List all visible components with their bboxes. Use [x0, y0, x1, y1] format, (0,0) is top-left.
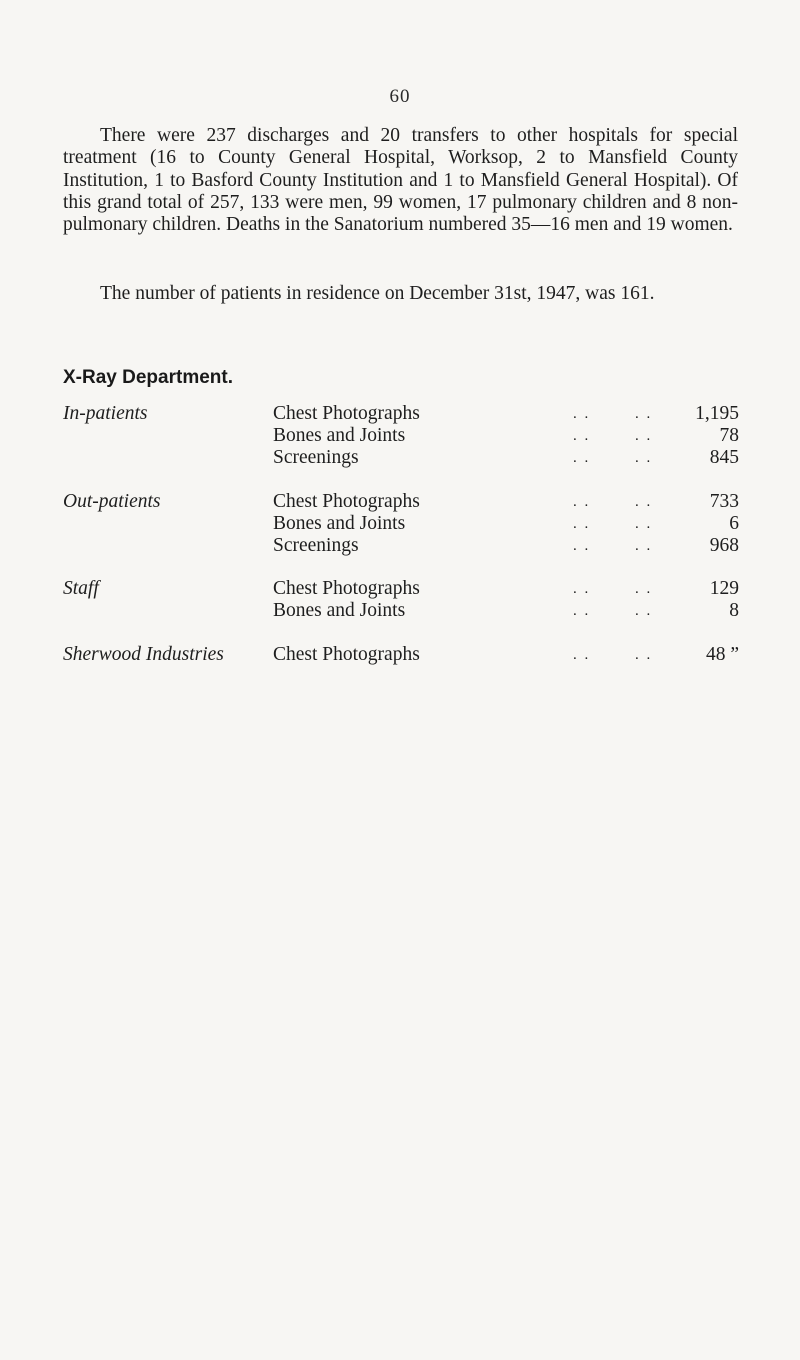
- examination-count: 78: [719, 425, 739, 447]
- examination-type: Screenings: [273, 447, 359, 469]
- dot-leader: . .: [635, 406, 653, 422]
- patient-group-label: In-patients: [63, 403, 148, 424]
- examination-count: 733: [709, 490, 739, 512]
- examination-count: 129: [709, 578, 739, 600]
- dot-leader: . .: [573, 428, 591, 445]
- dot-leader: . .: [573, 603, 591, 620]
- dot-leader: . .: [635, 603, 653, 620]
- examination-type: Chest Photographs: [273, 490, 420, 512]
- examination-type: Screenings: [273, 535, 359, 557]
- patient-group-label: [63, 513, 273, 535]
- table-row: [63, 403, 739, 425]
- patient-group-label: [63, 535, 273, 557]
- examination-count: 48 ”: [705, 643, 739, 665]
- examination-type: Chest Photographs: [273, 643, 420, 665]
- table-row: [63, 557, 739, 600]
- examination-type: Bones and Joints: [273, 512, 406, 534]
- dot-leader: . .: [573, 515, 591, 532]
- examination-type: Bones and Joints: [273, 425, 406, 447]
- table-row: [63, 470, 739, 513]
- xray-statistics-table: [63, 403, 739, 666]
- patient-group-label: [63, 447, 273, 469]
- residence-paragraph: The number of patients in residence on December 31st, 1947, was 161.: [100, 283, 655, 304]
- dot-leader: . .: [573, 406, 591, 422]
- patient-group-label: Staff: [63, 578, 99, 600]
- table-row: [63, 535, 739, 557]
- dot-leader: . .: [573, 493, 591, 510]
- examination-count: 6: [729, 512, 739, 534]
- xray-department-heading: X-Ray Department.: [63, 367, 233, 388]
- table-row: [63, 425, 739, 447]
- patient-group-label: [63, 425, 273, 447]
- table-row: [63, 513, 739, 535]
- examination-type: Chest Photographs: [273, 578, 420, 600]
- examination-type: Chest Photographs: [273, 403, 420, 424]
- dot-leader: . .: [635, 428, 653, 445]
- examination-count: 8: [729, 600, 739, 622]
- dot-leader: . .: [573, 646, 591, 663]
- patient-group-label: [63, 600, 273, 622]
- dot-leader: . .: [573, 581, 591, 598]
- dot-leader: . .: [635, 581, 653, 598]
- examination-count: 968: [709, 535, 739, 557]
- discharges-paragraph: There were 237 discharges and 20 transfers to other hospitals for special treatment (16 to County General Hospital, Worksop, 2 to Mansfield County Institution, 1 to Basford County Institution and 1 to Mansfield General Hospital). Of this grand total of 257, 133 were men, 99 women, 17 pulmonary children and 8 non-pulmonary children. Deaths in the Sanatorium numbered 35—16 men and 19 women.: [63, 125, 738, 236]
- dot-leader: . .: [635, 450, 653, 467]
- patient-group-label: Out-patients: [63, 490, 161, 512]
- dot-leader: . .: [635, 646, 653, 663]
- examination-count: 845: [709, 447, 739, 469]
- examination-type: Bones and Joints: [273, 600, 406, 622]
- table-row: [63, 600, 739, 622]
- dot-leader: . .: [635, 493, 653, 510]
- dot-leader: . .: [635, 538, 653, 555]
- table-row: [63, 447, 739, 469]
- page-number: 60: [389, 86, 411, 107]
- dot-leader: . .: [573, 538, 591, 555]
- dot-leader: . .: [573, 450, 591, 467]
- table-row: [63, 623, 739, 666]
- examination-count: 1,195: [695, 403, 739, 424]
- patient-group-label: Sherwood Industries: [63, 643, 224, 665]
- dot-leader: . .: [635, 515, 653, 532]
